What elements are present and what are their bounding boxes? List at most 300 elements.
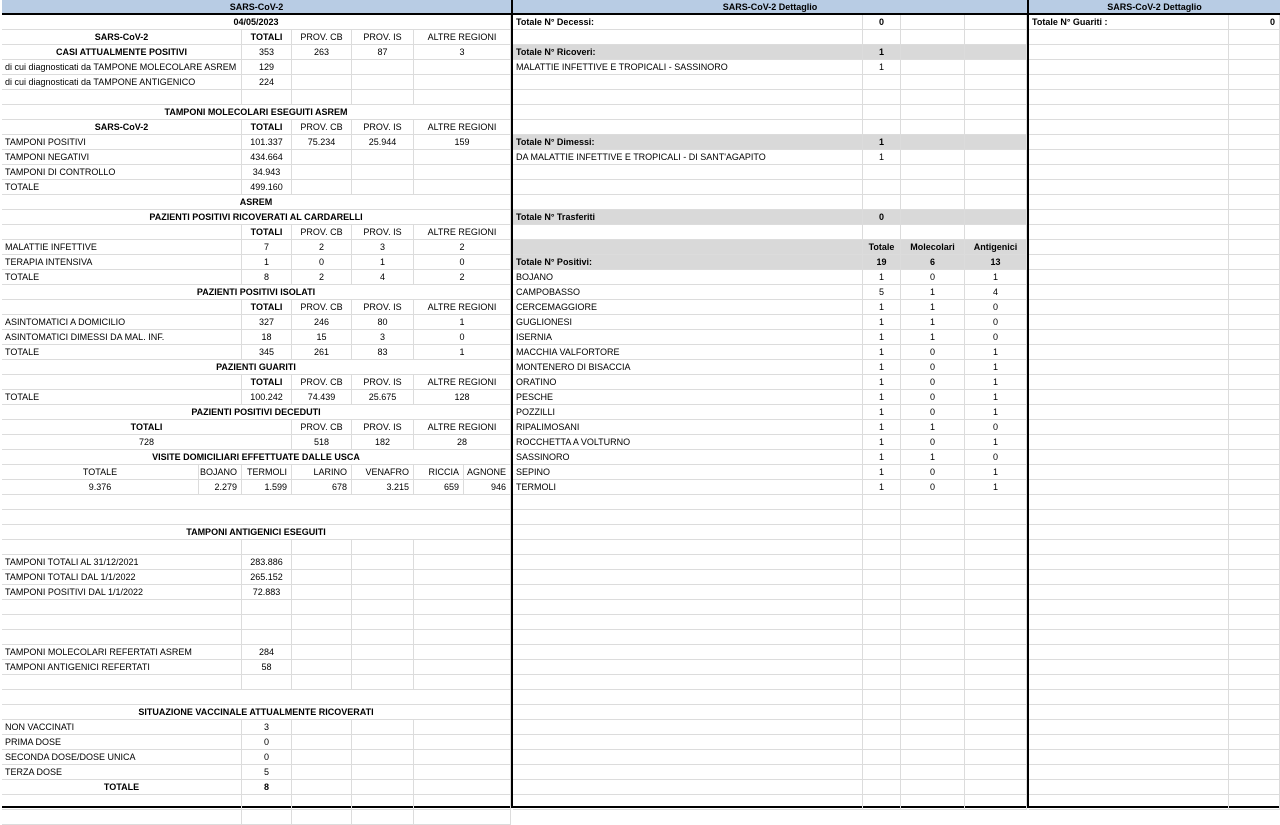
table-row xyxy=(1029,345,1280,360)
table-cell: 15 xyxy=(292,330,352,345)
table-cell xyxy=(901,75,965,90)
table-cell: 58 xyxy=(242,660,292,675)
table-cell xyxy=(1229,420,1280,435)
table-cell: RICCIA xyxy=(414,465,464,480)
table-cell xyxy=(1229,270,1280,285)
table-cell xyxy=(513,165,863,180)
table-cell: PROV. CB xyxy=(292,120,352,135)
table-row xyxy=(1029,555,1280,570)
table-cell xyxy=(901,150,965,165)
table-cell xyxy=(965,525,1027,540)
table-cell: 265.152 xyxy=(242,570,292,585)
table-cell xyxy=(292,180,352,195)
table-cell xyxy=(352,780,414,795)
table-row xyxy=(513,615,1027,630)
table-row xyxy=(2,315,511,330)
table-cell: 34.943 xyxy=(242,165,292,180)
decessi-row xyxy=(513,15,1027,30)
table-cell: 261 xyxy=(292,345,352,360)
table-row xyxy=(1029,525,1280,540)
table-cell xyxy=(965,630,1027,645)
table-cell: ROCCHETTA A VOLTURNO xyxy=(513,435,863,450)
table-cell xyxy=(292,765,352,780)
table-cell xyxy=(414,675,511,690)
table-cell: 1 xyxy=(863,450,901,465)
table-cell: ISERNIA xyxy=(513,330,863,345)
table-row xyxy=(513,720,1027,735)
table-cell xyxy=(901,750,965,765)
table-cell: ASINTOMATICI A DOMICILIO xyxy=(2,315,242,330)
table-cell: TOTALI xyxy=(242,300,292,315)
table-row xyxy=(1029,660,1280,675)
table-cell xyxy=(1029,750,1229,765)
table-cell xyxy=(1229,660,1280,675)
table-cell xyxy=(965,765,1027,780)
table-cell xyxy=(901,195,965,210)
section-title: PAZIENTI GUARITI xyxy=(2,360,511,375)
table-cell xyxy=(863,795,901,810)
table-row xyxy=(513,735,1027,750)
table-cell: TERZA DOSE xyxy=(2,765,242,780)
table-cell xyxy=(1229,795,1280,810)
table-cell xyxy=(292,780,352,795)
table-cell xyxy=(901,690,965,705)
table-cell: 0 xyxy=(901,435,965,450)
table-cell: 263 xyxy=(292,45,352,60)
table-row xyxy=(1029,225,1280,240)
table-cell xyxy=(1029,465,1229,480)
table-cell: 0 xyxy=(242,750,292,765)
table-cell xyxy=(965,780,1027,795)
table-cell: 0 xyxy=(965,420,1027,435)
table-cell xyxy=(965,75,1027,90)
table-cell xyxy=(1029,90,1229,105)
table-cell xyxy=(513,705,863,720)
table-row xyxy=(513,660,1027,675)
table-cell xyxy=(901,795,965,810)
table-cell xyxy=(292,60,352,75)
table-cell xyxy=(965,495,1027,510)
table-cell: 2 xyxy=(292,270,352,285)
table-cell xyxy=(1229,465,1280,480)
section-title: PAZIENTI POSITIVI DECEDUTI xyxy=(2,405,511,420)
table-cell xyxy=(901,645,965,660)
table-cell xyxy=(1229,375,1280,390)
table-row xyxy=(1029,645,1280,660)
table-cell: NON VACCINATI xyxy=(2,720,242,735)
table-cell: 3.215 xyxy=(352,480,414,495)
table-cell xyxy=(1229,585,1280,600)
table-cell xyxy=(513,90,863,105)
table-cell xyxy=(863,495,901,510)
table-cell xyxy=(1229,495,1280,510)
table-cell xyxy=(352,735,414,750)
table-row xyxy=(1029,765,1280,780)
table-cell xyxy=(901,90,965,105)
table-row xyxy=(2,600,511,615)
table-row xyxy=(2,510,511,525)
comune-row xyxy=(513,480,1027,495)
table-cell xyxy=(242,540,292,555)
table-cell xyxy=(901,165,965,180)
table-cell: ASINTOMATICI DIMESSI DA MAL. INF. xyxy=(2,330,242,345)
table-cell: Totale N° Trasferiti xyxy=(513,210,863,225)
table-cell: 0 xyxy=(414,255,511,270)
table-cell: 1 xyxy=(863,45,901,60)
table-cell xyxy=(965,615,1027,630)
comune-row xyxy=(513,405,1027,420)
table-cell: 1 xyxy=(901,300,965,315)
table-cell xyxy=(863,630,901,645)
table-cell xyxy=(292,810,352,825)
table-cell: PESCHE xyxy=(513,390,863,405)
table-cell xyxy=(1029,600,1229,615)
table-row xyxy=(1029,135,1280,150)
table-cell xyxy=(1029,135,1229,150)
comune-row xyxy=(513,285,1027,300)
table-cell xyxy=(352,750,414,765)
table-cell xyxy=(352,810,414,825)
table-cell: 1 xyxy=(863,315,901,330)
table-cell xyxy=(1229,330,1280,345)
table-cell xyxy=(513,120,863,135)
table-cell xyxy=(901,510,965,525)
table-cell xyxy=(901,675,965,690)
table-row xyxy=(2,165,511,180)
table-cell xyxy=(901,135,965,150)
table-cell: 1 xyxy=(863,480,901,495)
table-cell xyxy=(965,15,1027,30)
table-row xyxy=(1029,540,1280,555)
table-cell xyxy=(414,150,511,165)
table-row xyxy=(1029,675,1280,690)
table-cell xyxy=(1229,570,1280,585)
table-cell: ALTRE REGIONI xyxy=(414,225,511,240)
table-cell xyxy=(863,660,901,675)
table-row xyxy=(2,615,511,630)
table-cell xyxy=(513,750,863,765)
table-row xyxy=(2,345,511,360)
table-cell xyxy=(513,630,863,645)
table-cell xyxy=(965,45,1027,60)
table-cell: 13 xyxy=(965,255,1027,270)
table-cell: MACCHIA VALFORTORE xyxy=(513,345,863,360)
dimessi-row xyxy=(513,135,1027,150)
table-cell xyxy=(965,720,1027,735)
table-cell xyxy=(414,75,511,90)
table-row xyxy=(1029,600,1280,615)
table-row xyxy=(2,270,511,285)
table-cell: 1 xyxy=(242,255,292,270)
table-row xyxy=(1029,465,1280,480)
table-cell xyxy=(414,90,511,105)
table-cell xyxy=(863,690,901,705)
table-cell xyxy=(901,120,965,135)
table-row xyxy=(2,330,511,345)
table-cell: 0 xyxy=(901,405,965,420)
table-cell: 1 xyxy=(863,435,901,450)
table-cell xyxy=(2,810,242,825)
table-cell: MALATTIE INFETTIVE E TROPICALI - SASSINORO xyxy=(513,60,863,75)
table-row xyxy=(513,600,1027,615)
table-cell: TAMPONI TOTALI DAL 1/1/2022 xyxy=(2,570,242,585)
table-cell xyxy=(863,30,901,45)
table-row xyxy=(1029,210,1280,225)
table-row xyxy=(1029,375,1280,390)
table-cell: 1 xyxy=(414,315,511,330)
table-cell: 1 xyxy=(863,150,901,165)
table-cell xyxy=(1029,210,1229,225)
table-cell xyxy=(965,540,1027,555)
table-cell xyxy=(1029,300,1229,315)
table-cell xyxy=(1029,225,1229,240)
table-cell: 0 xyxy=(863,210,901,225)
table-cell: 499.160 xyxy=(242,180,292,195)
table-row xyxy=(2,750,511,765)
table-cell: 946 xyxy=(464,480,511,495)
table-row xyxy=(2,690,511,705)
table-cell xyxy=(1029,720,1229,735)
table-row xyxy=(1029,705,1280,720)
table-cell xyxy=(901,495,965,510)
table-cell xyxy=(1229,30,1280,45)
table-cell: 2 xyxy=(414,270,511,285)
table-cell xyxy=(1029,630,1229,645)
table-cell xyxy=(513,30,863,45)
table-cell xyxy=(863,675,901,690)
table-cell: CAMPOBASSO xyxy=(513,285,863,300)
table-cell: Antigenici xyxy=(965,240,1027,255)
table-cell: GUGLIONESI xyxy=(513,315,863,330)
table-cell: BOJANO xyxy=(513,270,863,285)
table-row xyxy=(1029,615,1280,630)
table-cell xyxy=(1029,195,1229,210)
table-cell xyxy=(513,615,863,630)
usca-header-row xyxy=(2,465,511,480)
table-cell: 74.439 xyxy=(292,390,352,405)
table-cell: Molecolari xyxy=(901,240,965,255)
table-row xyxy=(513,225,1027,240)
table-cell xyxy=(965,600,1027,615)
table-cell xyxy=(414,660,511,675)
table-cell xyxy=(414,765,511,780)
table-cell xyxy=(414,585,511,600)
table-cell: TERMOLI xyxy=(513,480,863,495)
table-cell xyxy=(965,735,1027,750)
table-cell xyxy=(965,585,1027,600)
table-row xyxy=(513,765,1027,780)
table-cell xyxy=(513,675,863,690)
table-cell xyxy=(1229,165,1280,180)
table-cell: 1 xyxy=(901,420,965,435)
table-cell xyxy=(242,810,292,825)
table-cell xyxy=(1029,60,1229,75)
table-row xyxy=(1029,405,1280,420)
table-cell xyxy=(901,225,965,240)
table-cell xyxy=(242,675,292,690)
table-cell xyxy=(863,645,901,660)
table-cell: SECONDA DOSE/DOSE UNICA xyxy=(2,750,242,765)
table-row xyxy=(513,555,1027,570)
table-cell xyxy=(352,585,414,600)
table-cell xyxy=(1029,735,1229,750)
table-cell: PROV. CB xyxy=(292,30,352,45)
table-row xyxy=(2,645,511,660)
table-cell: 1 xyxy=(863,135,901,150)
section-title-row xyxy=(2,525,511,540)
table-cell xyxy=(1229,225,1280,240)
table-row xyxy=(1029,720,1280,735)
table-cell: 72.883 xyxy=(242,585,292,600)
table-row xyxy=(2,810,511,825)
table-cell: 87 xyxy=(352,45,414,60)
table-row xyxy=(2,780,511,795)
table-cell: 0 xyxy=(1229,15,1280,30)
summary-panel-title: SARS-CoV-2 xyxy=(2,0,511,15)
table-cell xyxy=(352,555,414,570)
table-cell xyxy=(1029,510,1229,525)
table-cell xyxy=(414,720,511,735)
table-cell xyxy=(513,75,863,90)
table-row xyxy=(513,795,1027,810)
comune-row xyxy=(513,465,1027,480)
table-cell: TAMPONI POSITIVI xyxy=(2,135,242,150)
table-row xyxy=(1029,120,1280,135)
table-cell xyxy=(1229,765,1280,780)
table-cell xyxy=(2,90,242,105)
table-cell xyxy=(414,810,511,825)
table-cell: 1 xyxy=(863,390,901,405)
table-cell xyxy=(965,120,1027,135)
table-cell: MONTENERO DI BISACCIA xyxy=(513,360,863,375)
comune-row xyxy=(513,390,1027,405)
positivi-total-row xyxy=(513,255,1027,270)
table-cell xyxy=(901,600,965,615)
table-cell: 1 xyxy=(863,375,901,390)
table-cell xyxy=(965,570,1027,585)
table-row xyxy=(513,510,1027,525)
table-row xyxy=(513,30,1027,45)
table-row xyxy=(2,75,511,90)
table-cell xyxy=(1229,255,1280,270)
section-title-row xyxy=(2,285,511,300)
section-title: SITUAZIONE VACCINALE ATTUALMENTE RICOVERATI xyxy=(2,705,511,720)
table-cell: TOTALI xyxy=(242,375,292,390)
table-cell: Totale N° Ricoveri: xyxy=(513,45,863,60)
table-cell xyxy=(1029,360,1229,375)
table-cell: 1 xyxy=(901,315,965,330)
table-cell xyxy=(1229,390,1280,405)
table-row xyxy=(1029,180,1280,195)
table-row xyxy=(1029,795,1280,810)
table-cell xyxy=(1229,315,1280,330)
table-cell xyxy=(1229,615,1280,630)
table-cell xyxy=(2,600,242,615)
table-row xyxy=(2,300,511,315)
table-cell: TOTALI xyxy=(242,225,292,240)
table-cell xyxy=(901,60,965,75)
table-cell xyxy=(242,615,292,630)
table-cell xyxy=(1029,585,1229,600)
table-cell xyxy=(513,240,863,255)
table-cell: 4 xyxy=(965,285,1027,300)
table-cell: 518 xyxy=(292,435,352,450)
table-cell xyxy=(414,540,511,555)
table-cell xyxy=(242,600,292,615)
table-cell xyxy=(965,195,1027,210)
section-title: PAZIENTI POSITIVI RICOVERATI AL CARDARELLI xyxy=(2,210,511,225)
table-cell xyxy=(1029,555,1229,570)
table-cell: 182 xyxy=(352,435,414,450)
table-row xyxy=(1029,495,1280,510)
table-cell xyxy=(863,705,901,720)
table-row xyxy=(513,570,1027,585)
table-row xyxy=(1029,420,1280,435)
table-cell xyxy=(1029,660,1229,675)
table-cell xyxy=(901,180,965,195)
section-title-row xyxy=(2,705,511,720)
table-cell xyxy=(1229,180,1280,195)
header-row xyxy=(2,30,511,45)
table-cell xyxy=(965,510,1027,525)
table-cell: 80 xyxy=(352,315,414,330)
table-cell xyxy=(965,750,1027,765)
table-row xyxy=(2,795,511,810)
table-cell: 100.242 xyxy=(242,390,292,405)
summary-panel xyxy=(2,0,513,808)
table-cell xyxy=(352,795,414,810)
table-cell: 1 xyxy=(863,60,901,75)
table-cell xyxy=(965,30,1027,45)
table-cell xyxy=(1229,405,1280,420)
table-cell: di cui diagnosticati da TAMPONE MOLECOLARE ASREM xyxy=(2,60,242,75)
table-row xyxy=(1029,60,1280,75)
table-cell xyxy=(1229,555,1280,570)
table-cell xyxy=(1229,630,1280,645)
table-cell xyxy=(901,780,965,795)
table-cell: 1 xyxy=(863,465,901,480)
table-cell xyxy=(292,660,352,675)
table-cell xyxy=(863,180,901,195)
table-row xyxy=(2,675,511,690)
table-cell xyxy=(863,615,901,630)
table-cell xyxy=(513,180,863,195)
table-cell: 1.599 xyxy=(242,480,292,495)
table-cell xyxy=(965,705,1027,720)
table-row xyxy=(2,765,511,780)
table-cell xyxy=(1229,510,1280,525)
table-cell xyxy=(863,165,901,180)
table-cell xyxy=(1229,750,1280,765)
table-cell xyxy=(352,150,414,165)
table-cell xyxy=(352,75,414,90)
table-cell xyxy=(513,540,863,555)
table-cell xyxy=(292,540,352,555)
table-cell: 0 xyxy=(901,465,965,480)
table-cell xyxy=(414,165,511,180)
table-cell xyxy=(352,60,414,75)
table-row xyxy=(1029,45,1280,60)
table-cell xyxy=(1229,720,1280,735)
table-cell xyxy=(1029,105,1229,120)
table-cell xyxy=(414,570,511,585)
table-cell: TAMPONI MOLECOLARI REFERTATI ASREM xyxy=(2,645,242,660)
table-row xyxy=(513,495,1027,510)
table-cell xyxy=(901,765,965,780)
table-cell: 2 xyxy=(414,240,511,255)
table-cell xyxy=(1029,540,1229,555)
comune-row xyxy=(513,330,1027,345)
